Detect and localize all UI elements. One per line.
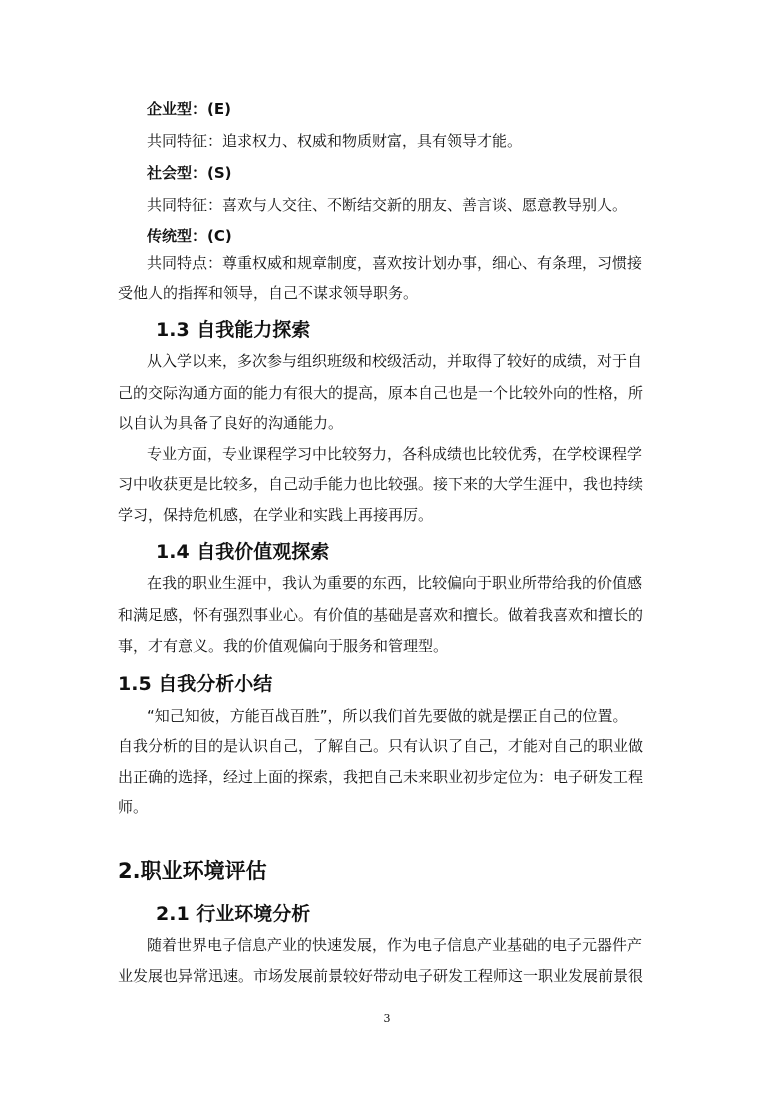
type-enterprising-trait: 共同特征：追求权力、权威和物质财富，具有领导才能。 <box>147 132 523 150</box>
paragraph-line: “知己知彼，方能百战百胜”，所以我们首先要做的就是摆正自己的位置。 <box>147 707 628 725</box>
type-conventional-label: 传统型：(C) <box>147 227 232 245</box>
type-conventional-trait-line: 受他人的指挥和领导，自己不谋求领导职务。 <box>118 284 419 302</box>
type-social-trait: 共同特征：喜欢与人交往、不断结交新的朋友、善言谈、愿意教导别人。 <box>147 196 628 214</box>
section-heading-1-4: 1.4 自我价值观探索 <box>156 541 330 563</box>
paragraph-line: 在我的职业生涯中，我认为重要的东西，比较偏向于职业所带给我的价值感 <box>147 574 643 592</box>
section-heading-2-1: 2.1 行业环境分析 <box>156 903 311 925</box>
paragraph-line: 师。 <box>118 798 149 816</box>
section-heading-1-3: 1.3 自我能力探索 <box>156 319 311 341</box>
paragraph-line: 以自认为具备了良好的沟通能力。 <box>118 414 344 432</box>
paragraph-line: 专业方面，专业课程学习中比较努力，各科成绩也比较优秀，在学校课程学 <box>147 445 643 463</box>
paragraph-line: 习中收获更是比较多，自己动手能力也比较强。接下来的大学生涯中，我也持续 <box>118 475 644 493</box>
paragraph-line: 随着世界电子信息产业的快速发展，作为电子信息产业基础的电子元器件产 <box>147 936 643 954</box>
paragraph-line: 业发展也异常迅速。市场发展前景较好带动电子研发工程师这一职业发展前景很 <box>118 967 644 985</box>
paragraph-line: 自我分析的目的是认识自己，了解自己。只有认识了自己，才能对自己的职业做 <box>118 737 644 755</box>
type-enterprising-label: 企业型：(E) <box>147 100 231 118</box>
chapter-heading-2: 2.职业环境评估 <box>118 859 267 883</box>
paragraph-line: 和满足感，怀有强烈事业心。有价值的基础是喜欢和擅长。做着我喜欢和擅长的 <box>118 606 644 624</box>
page-number: 3 <box>383 1012 391 1025</box>
type-social-label: 社会型：(S) <box>147 164 232 182</box>
paragraph-line: 己的交际沟通方面的能力有很大的提高，原本自己也是一个比较外向的性格，所 <box>118 384 644 402</box>
paragraph-line: 事，才有意义。我的价值观偏向于服务和管理型。 <box>118 637 449 655</box>
paragraph-line: 学习，保持危机感，在学业和实践上再接再厉。 <box>118 506 434 524</box>
paragraph-line: 从入学以来，多次参与组织班级和校级活动，并取得了较好的成绩，对于自 <box>147 352 643 370</box>
section-heading-1-5: 1.5 自我分析小结 <box>118 673 273 695</box>
paragraph-line: 出正确的选择，经过上面的探索，我把自己未来职业初步定位为：电子研发工程 <box>118 768 644 786</box>
type-conventional-trait-line: 共同特点：尊重权威和规章制度，喜欢按计划办事，细心、有条理，习惯接 <box>147 254 643 272</box>
